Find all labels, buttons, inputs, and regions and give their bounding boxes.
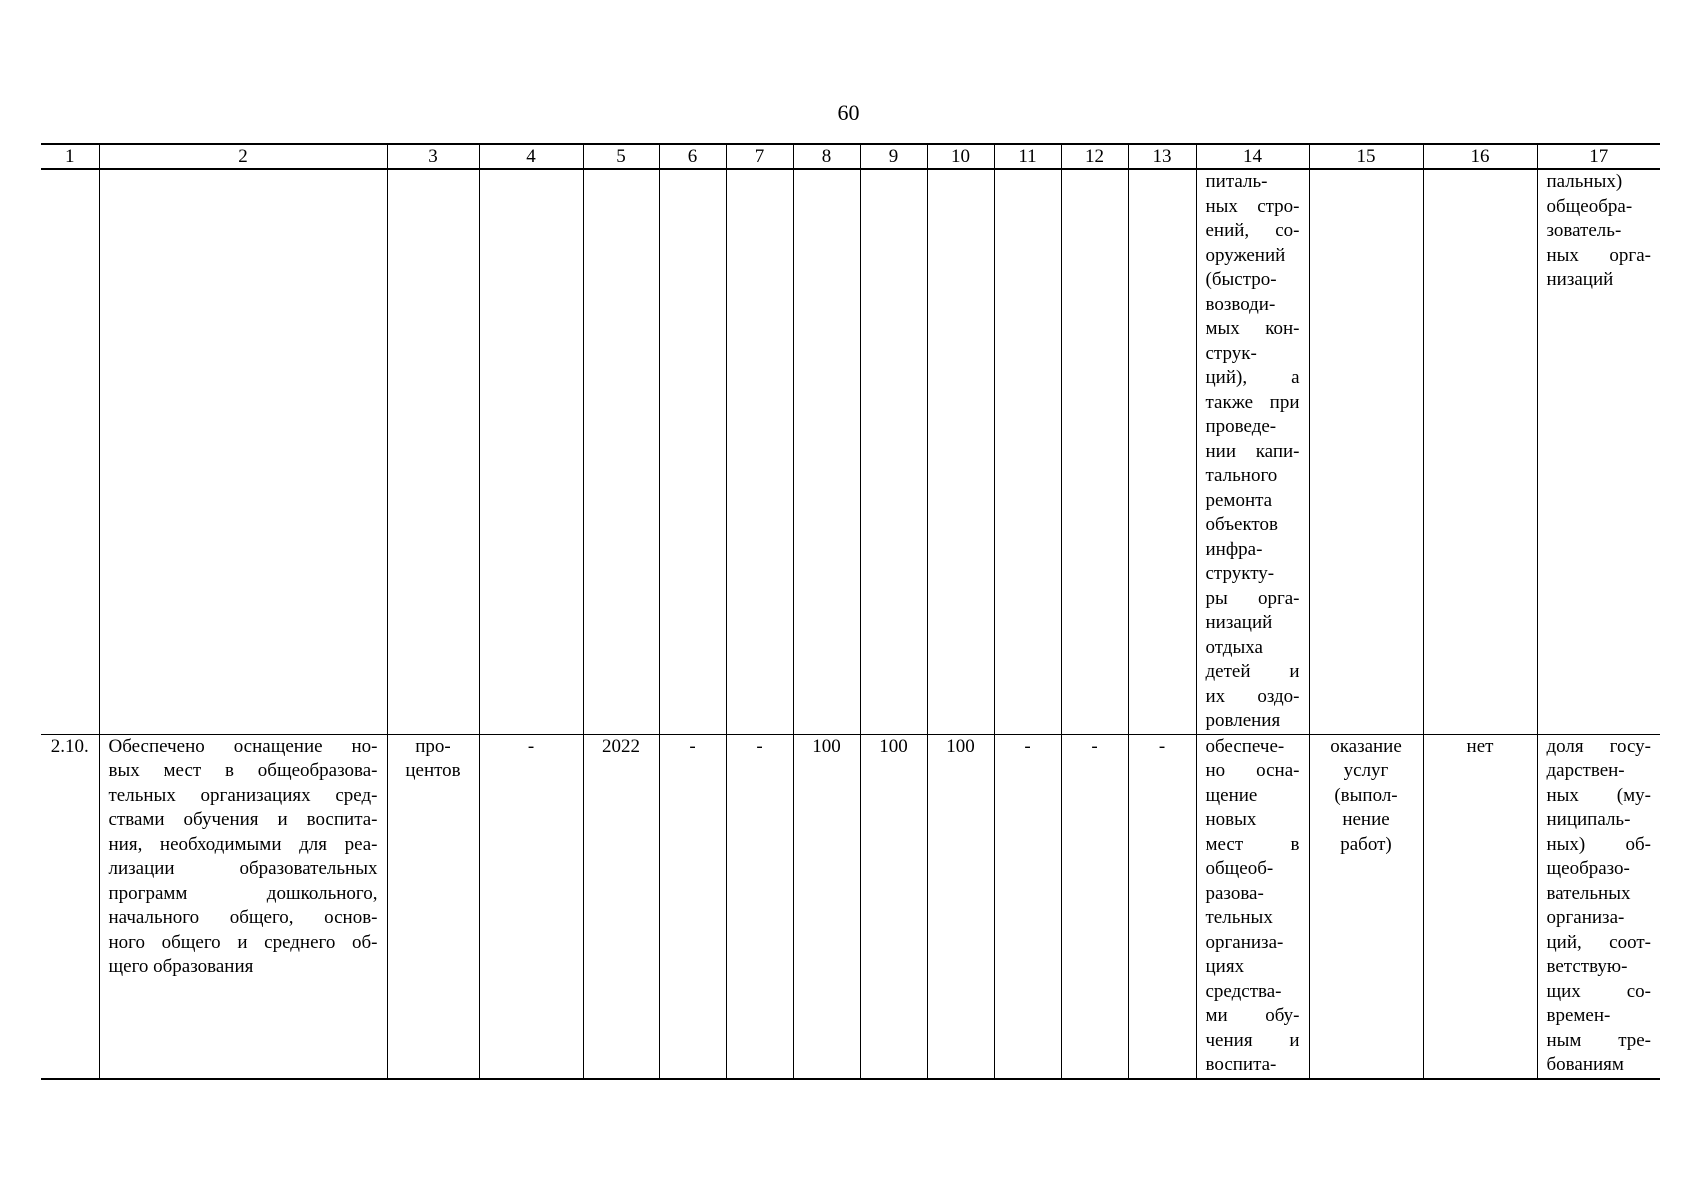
- text-line: услуг: [1343, 760, 1389, 781]
- text-line: возводи-: [1205, 293, 1276, 315]
- col-header: 2: [99, 144, 387, 169]
- text-line: нии капи-: [1205, 440, 1300, 462]
- col-header: 9: [860, 144, 927, 169]
- table-cell: [726, 169, 793, 734]
- text-line: низаций: [1205, 612, 1273, 633]
- col-header: 3: [387, 144, 479, 169]
- text-line: Обеспечено оснащение но-: [108, 735, 378, 757]
- col-header: 10: [927, 144, 994, 169]
- text-line: также при: [1205, 391, 1300, 413]
- page-number: 60: [837, 100, 860, 125]
- table-cell: [479, 169, 583, 734]
- text-line: низаций: [1546, 269, 1614, 290]
- text-line: ций, соот-: [1546, 931, 1651, 953]
- header-row: [41, 144, 1660, 169]
- table-cell: -: [726, 734, 793, 1079]
- table-cell-col17: [1537, 169, 1660, 734]
- col-header: 7: [726, 144, 793, 169]
- text-line: (выпол-: [1334, 784, 1398, 806]
- text-line: начального общего, основ-: [108, 907, 378, 928]
- value-cell: 100: [793, 734, 860, 1079]
- text-line: щеобразо-: [1546, 858, 1630, 879]
- text-line: ным тре-: [1546, 1029, 1651, 1051]
- row-number: 2.10.: [41, 734, 99, 1079]
- text-line: ций), а: [1205, 367, 1300, 388]
- text-line: их оздо-: [1205, 685, 1300, 707]
- text-line: циях: [1205, 956, 1245, 977]
- text-line: времен-: [1546, 1005, 1611, 1026]
- text-line: оружений: [1205, 244, 1286, 266]
- text-line: пальных): [1546, 171, 1623, 192]
- text-line: ствами обучения и воспита-: [108, 809, 378, 830]
- text-line: ных) об-: [1546, 833, 1651, 855]
- text-line: струк-: [1205, 342, 1257, 364]
- text-line: новых: [1205, 809, 1257, 830]
- text-line: питаль-: [1205, 171, 1268, 192]
- text-line: работ): [1340, 833, 1392, 855]
- text-line: средства-: [1205, 980, 1282, 1002]
- text-line: мест в: [1205, 833, 1300, 855]
- table-cell: -: [479, 734, 583, 1079]
- table-row: [41, 734, 1660, 1079]
- text-line: вательных: [1546, 882, 1631, 904]
- col-header: 1: [41, 144, 99, 169]
- text-line: (быстро-: [1205, 269, 1277, 290]
- text-line: ветствую-: [1546, 956, 1628, 977]
- table-cell: [583, 169, 659, 734]
- table-cell: [99, 169, 387, 734]
- text-line: ми обу-: [1205, 1005, 1300, 1026]
- year-cell: 2022: [583, 734, 659, 1079]
- text-line: тельных: [1205, 907, 1273, 928]
- text-line: организа-: [1546, 907, 1625, 928]
- text-line: чения и: [1205, 1029, 1300, 1051]
- table-cell: -: [1061, 734, 1128, 1079]
- text-line: дарствен-: [1546, 760, 1625, 781]
- text-line: вых мест в общеобразова-: [108, 760, 378, 781]
- col-header: 17: [1537, 144, 1660, 169]
- text-line: объектов: [1205, 514, 1278, 535]
- text-line: ного общего и среднего об-: [108, 931, 378, 953]
- table-cell-col17: [1537, 734, 1660, 1079]
- text-line: ры орга-: [1205, 587, 1300, 609]
- table-cell: [387, 169, 479, 734]
- col-header: 13: [1128, 144, 1196, 169]
- data-table: [41, 143, 1660, 1080]
- text-line: нение: [1342, 809, 1390, 830]
- text-line: ных орга-: [1546, 244, 1651, 266]
- table-cell: [793, 169, 860, 734]
- value-cell: 100: [860, 734, 927, 1079]
- text-line: ных (му-: [1546, 784, 1651, 806]
- text-line: ниципаль-: [1546, 809, 1631, 830]
- text-line: организа-: [1205, 931, 1284, 953]
- table-cell: [994, 169, 1061, 734]
- text-line: доля госу-: [1546, 735, 1651, 757]
- text-line: лизации образовательных: [108, 858, 378, 879]
- col-header: 12: [1061, 144, 1128, 169]
- table-cell: [1423, 169, 1537, 734]
- text-line: оказание: [1330, 735, 1402, 757]
- table-cell: [1061, 169, 1128, 734]
- text-line: щего образования: [108, 956, 254, 977]
- col-header: 11: [994, 144, 1061, 169]
- text-line: общеобра-: [1546, 195, 1633, 217]
- table-cell: [1309, 169, 1423, 734]
- text-line: тельных организациях сред-: [108, 784, 378, 806]
- text-line: отдыха: [1205, 636, 1263, 658]
- table-cell: [860, 169, 927, 734]
- text-line: но осна-: [1205, 760, 1300, 781]
- table-cell-col14: [1196, 169, 1309, 734]
- col-header: 16: [1423, 144, 1537, 169]
- table-cell-col15: [1309, 734, 1423, 1079]
- text-line: воспита-: [1205, 1054, 1277, 1075]
- text-line: общеоб-: [1205, 858, 1274, 879]
- text-line: детей и: [1205, 661, 1300, 682]
- text-line: щение: [1205, 784, 1258, 806]
- col-header: 15: [1309, 144, 1423, 169]
- row-description: [99, 734, 387, 1079]
- col-header: 4: [479, 144, 583, 169]
- text-line: про-: [415, 735, 451, 757]
- text-line: центов: [405, 760, 461, 781]
- table-cell: [41, 169, 99, 734]
- value-cell: 100: [927, 734, 994, 1079]
- col-header: 14: [1196, 144, 1309, 169]
- text-line: ных стро-: [1205, 195, 1300, 217]
- table-cell: -: [994, 734, 1061, 1079]
- table-cell: -: [1128, 734, 1196, 1079]
- text-line: мых кон-: [1205, 318, 1300, 339]
- table-cell-col16: нет: [1423, 734, 1537, 1079]
- table-cell: [659, 169, 726, 734]
- table-row: [41, 169, 1660, 734]
- text-line: ремонта: [1205, 489, 1273, 511]
- table-cell: -: [659, 734, 726, 1079]
- text-line: программ дошкольного,: [108, 882, 378, 904]
- text-line: ния, необходимыми для реа-: [108, 833, 378, 855]
- col-header: 6: [659, 144, 726, 169]
- table-cell: [927, 169, 994, 734]
- text-line: бованиям: [1546, 1054, 1624, 1075]
- text-line: обеспече-: [1205, 735, 1285, 757]
- text-line: ровления: [1205, 710, 1281, 731]
- text-line: зователь-: [1546, 220, 1622, 241]
- col-header: 8: [793, 144, 860, 169]
- table-cell-col14: [1196, 734, 1309, 1079]
- text-line: разова-: [1205, 882, 1264, 904]
- table-cell: [1128, 169, 1196, 734]
- unit-cell: [387, 734, 479, 1079]
- text-line: щих со-: [1546, 980, 1651, 1002]
- text-line: тального: [1205, 465, 1278, 486]
- text-line: структу-: [1205, 563, 1275, 584]
- col-header: 5: [583, 144, 659, 169]
- text-line: ений, со-: [1205, 220, 1300, 241]
- text-line: проведе-: [1205, 416, 1277, 437]
- text-line: инфра-: [1205, 538, 1263, 560]
